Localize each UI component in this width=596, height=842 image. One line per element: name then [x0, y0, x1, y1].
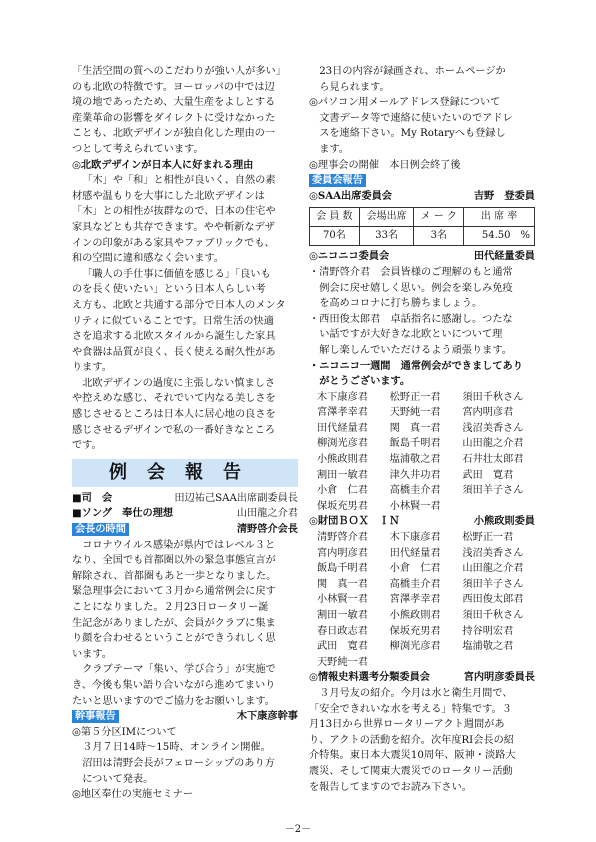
member-name: 田代経量君	[389, 547, 441, 559]
member-name	[462, 655, 535, 671]
right-column	[309, 64, 535, 795]
text-line: 「木」との相性が抜群なので、日本の住宅や	[72, 206, 276, 218]
song-label: ■ソング 奉仕の理想	[72, 507, 174, 520]
table-cell: 33名	[359, 227, 414, 246]
text-line: 産業革命の影響をダイレクトに受けなかった	[72, 112, 276, 124]
text-line: ことになりました。２月23日ロータリー誕	[72, 602, 269, 613]
member-name: 飯島千明君	[389, 438, 441, 450]
text-line: 「安全できれいな水を考える」特集です。３	[309, 703, 512, 715]
text-line: です。	[72, 440, 102, 452]
saa-name: 吉野 登委員	[473, 189, 535, 202]
member-name: 武田 寛君	[462, 469, 514, 481]
member-name: 小倉 仁君	[317, 485, 368, 497]
secretary-header	[72, 709, 298, 725]
text-line: のも北欧の特徴です。ヨーロッパの中では辺	[72, 81, 275, 93]
text-line: たいと思いますのでご協力をお願いします。	[72, 695, 275, 707]
table-header-cell: 会場出席	[359, 208, 414, 227]
member-name: 小熊政則君	[317, 454, 368, 466]
member-name: 宮澤孝幸君	[317, 407, 368, 419]
member-name: 田代経量君	[317, 422, 368, 434]
text-line: リティに似ていることです。日常生活の快適	[72, 315, 274, 327]
text-line: ります。	[72, 362, 112, 374]
table-cell: 3名	[414, 227, 464, 246]
text-line: や食器は品質が良く、長く使える耐久性があ	[72, 346, 276, 358]
text-line: スを連絡下さい。My Rotaryへも登録し	[319, 128, 506, 140]
text-line: つとして考えられています。	[72, 143, 204, 155]
member-name: 清野啓介君	[317, 532, 368, 544]
secretary-item-email: ◎パソコン用メールアドレス登録について	[309, 97, 501, 109]
member-name: 小林賢一君	[317, 594, 368, 606]
info-header	[309, 670, 535, 686]
member-name: 小林賢一君	[389, 500, 441, 512]
text-line: を高めコロナに打ち勝ちましょう。	[319, 298, 483, 310]
text-line: います。	[72, 648, 112, 660]
text-line: 介特集。東日本大震災10周年、阪神・淡路大	[309, 750, 516, 762]
member-name: 天野純一君	[317, 656, 368, 668]
niko-week-title: がとうございます。	[319, 375, 411, 388]
president-name: 清野啓介会長	[236, 523, 298, 536]
member-name: 山田龍之介君	[462, 563, 524, 575]
niko-title: ◎ニコニコ委員会	[309, 250, 390, 263]
intro-paragraph	[72, 64, 298, 158]
niko-item	[309, 312, 535, 359]
text-line: インの印象がある家具やファブリックでも、	[72, 237, 275, 249]
member-name: 春日政志君	[317, 625, 368, 637]
text-line: 北欧デザインの過度に主張しない慎ましさ	[82, 377, 276, 389]
table-header-cell: メ ー ク	[414, 208, 464, 227]
box-names-list	[317, 530, 535, 670]
text-line: 「木」や「和」と相性が良いく、自然の素	[82, 175, 276, 187]
member-name: 柳渕光彦君	[389, 641, 441, 653]
text-line: 震災、そして関東大震災でのロータリー活動	[309, 765, 513, 777]
member-name: 宮澤孝幸君	[389, 594, 441, 606]
member-name: 須田羊子さん	[462, 578, 524, 590]
member-name: 塩浦敬之君	[389, 454, 441, 466]
table-cell: 70名	[310, 227, 360, 246]
text-line: 解し楽しんでいただけるよう頑張ります。	[319, 344, 512, 356]
saa-title: ◎SAA出席委員会	[309, 189, 392, 202]
text-line: や控えめな感じ、それでいて内なる美しさを	[72, 393, 276, 405]
member-name: 関 真一君	[317, 578, 368, 590]
song-value: 山田龍之介君	[236, 508, 298, 520]
text-line: について発表。	[82, 773, 154, 785]
member-name: 保坂充男君	[389, 625, 441, 637]
text-line: 解除され、首都圏もあと一歩となりました。	[72, 570, 277, 582]
member-name: 山田龍之介君	[462, 438, 524, 450]
secretary-item-board: ◎理事会の開催 本日例会終了後	[309, 159, 461, 171]
member-name	[462, 499, 535, 515]
niko-week-title: ・ニコニコ一週間 通常例会ができましてあり	[309, 359, 523, 372]
table-header-cell: 会 員 数	[310, 208, 360, 227]
member-name: 木下康彦君	[317, 391, 368, 403]
table-header-cell: 出 席 率	[464, 208, 535, 227]
member-name: 須田羊子さん	[462, 485, 524, 497]
president-header	[72, 522, 298, 538]
text-line: ・清野啓介君 会員皆様のご理解のもと通常	[309, 266, 513, 278]
secretary-item-seminar: ◎地区奉仕の実施セミナー	[72, 789, 193, 801]
text-line: 生記念がありましたが、会員がクラブに集ま	[72, 617, 276, 629]
member-name: 高橋圭介君	[389, 485, 441, 497]
member-name: 柳渕光彦君	[317, 438, 368, 450]
member-name: 浅沼美香さん	[462, 547, 524, 559]
page-number: －2－	[284, 824, 312, 835]
text-line: り、アクトの活動を紹介。次年度RI会長の紹	[309, 734, 514, 746]
member-name: 持谷明宏君	[462, 625, 514, 637]
text-line: ・西田俊太郎君 卓話指名に感謝し。つたな	[309, 313, 513, 325]
paragraph-craft	[72, 267, 298, 376]
member-name: 飯島千明君	[317, 563, 368, 575]
table-row	[310, 227, 535, 246]
text-line: コロナウイルス感染が県内ではレベル３と	[82, 539, 276, 551]
text-line: 「生活空間の質へのこだわりが強い人が多い」	[72, 66, 286, 77]
text-line: を報告してますのでお読み下さい。	[309, 781, 472, 793]
secretary-item-im: ◎第５分区IMについて	[72, 726, 177, 738]
niko-item	[309, 265, 535, 312]
text-line: ら見られます。	[319, 81, 390, 93]
member-name: 高橋圭介君	[389, 578, 441, 590]
member-name: 小熊政則君	[389, 610, 441, 621]
text-line: 例会に戻せ嬉しく思い。例会を楽しみ免疫	[319, 282, 513, 294]
niko-name: 田代経量委員	[473, 250, 535, 263]
attendance-table	[309, 207, 535, 246]
member-name	[390, 655, 463, 671]
text-line: さを追求する北欧スタイルから誕生した家具	[72, 331, 276, 343]
niko-header	[309, 249, 535, 265]
mc-row	[72, 491, 298, 507]
text-line: 文書データ等で連絡に使いたいのでアドレ	[319, 112, 513, 124]
box-name: 小熊政則委員	[473, 515, 535, 528]
member-name: 浅沼美香さん	[462, 422, 524, 434]
member-name: 松野正一君	[389, 391, 441, 403]
paragraph-wood	[72, 173, 298, 267]
member-name: 割田一敏君	[317, 469, 368, 481]
president-tag: 会長の時間	[72, 523, 129, 536]
text-line: クラブテーマ「集い、学び合う」が実施で	[82, 664, 276, 676]
secretary-name: 木下康彦幹事	[236, 710, 298, 723]
text-line: 月13日から世界ロータリーアクト週間があ	[309, 719, 505, 731]
text-line: 和の空間に違和感なく会います。	[72, 253, 224, 265]
info-name: 宮内明彦委員長	[463, 671, 535, 684]
mc-value: 田辺祐己SAA出席副委員長	[174, 492, 298, 504]
member-name: 塩浦敬之君	[462, 641, 514, 653]
info-text	[309, 686, 535, 795]
member-name: 宮内明彦君	[462, 407, 514, 419]
president-text	[72, 538, 298, 710]
left-column	[72, 64, 298, 803]
box-header	[309, 514, 535, 530]
member-name: 宮内明彦君	[317, 547, 368, 559]
text-line: 緊急理事会において３月から通常例会に戻す	[72, 586, 276, 598]
secretary-tag: 幹事報告	[72, 710, 119, 723]
member-name: 天野純一君	[389, 407, 441, 419]
table-cell: 54.50 %	[464, 227, 535, 246]
text-line: ことも、北欧デザインが独自化した理由の一	[72, 128, 276, 140]
text-line: え方も、北欧と共通する部分で日本人のメンタ	[72, 299, 286, 311]
member-name: 津久井功君	[389, 469, 441, 481]
table-header-row	[310, 208, 535, 227]
text-line: のを長く使いたい」という日本人らしい考	[72, 284, 266, 296]
text-line: 材感や温もりを大事にした北欧デザインは	[72, 190, 265, 202]
paragraph-modest	[72, 376, 298, 454]
section-title-meeting-report: 例会報告	[72, 459, 298, 487]
text-line: ３月号友の紹介。今月は水と衛生月間で、	[319, 687, 513, 699]
text-line: 境の地であったため、大量生産をよしとする	[72, 97, 276, 109]
member-name: 西田俊太郎君	[462, 594, 524, 606]
member-name: 木下康彦君	[389, 532, 441, 544]
heading-nordic-design: ◎北欧デザインが日本人に好まれる理由	[72, 158, 254, 171]
text-line: い話ですが大好きな北欧といについて理	[319, 329, 503, 341]
text-line: 感じさせるところは日本人に居心地の良さを	[72, 409, 276, 421]
box-title: ◎財団ＢＯＸ ＩＮ	[309, 515, 400, 528]
text-line: ３月７日14時～15時、オンライン開催。	[82, 742, 271, 754]
text-line: 感じさせるデザインで私の一番好きなところ	[72, 424, 276, 436]
member-name: 保坂充男君	[317, 500, 368, 512]
text-line: 「職人の手仕事に価値を感じる」「良いも	[82, 268, 271, 280]
info-title: ◎情報史料選考分類委員会	[309, 671, 430, 684]
text-line: なり、全国でも首都圏以外の緊急事態宣言が	[72, 555, 276, 567]
member-name: 須田千秋さん	[462, 391, 524, 403]
member-name: 須田千秋さん	[462, 610, 524, 621]
text-line: ます。	[319, 143, 349, 155]
text-line: 家具などとも共存できます。やや斬新なデザ	[72, 221, 275, 233]
text-line: 沼田は清野会長がフェローシップのあり方	[82, 757, 275, 769]
saa-header	[309, 189, 535, 205]
member-name: 関 真一君	[389, 422, 441, 434]
member-name: 割田一敏君	[317, 610, 368, 621]
member-name: 小倉 仁君	[389, 563, 441, 575]
member-name: 武田 寛君	[317, 641, 368, 653]
member-name: 松野正一君	[462, 532, 514, 544]
text-line: り顔を合わせるということができうれしく思	[72, 633, 276, 645]
niko-names-list	[317, 390, 535, 515]
mc-label: ■司 会	[72, 491, 113, 504]
text-line: 23日の内容が録画され、ホームページか	[319, 66, 506, 77]
song-row	[72, 506, 298, 522]
text-line: き、今後も集い語り合いながら進めてまいり	[72, 679, 276, 691]
committee-tag: 委員会報告	[309, 174, 366, 187]
member-name: 石井壮太郎君	[462, 454, 524, 466]
